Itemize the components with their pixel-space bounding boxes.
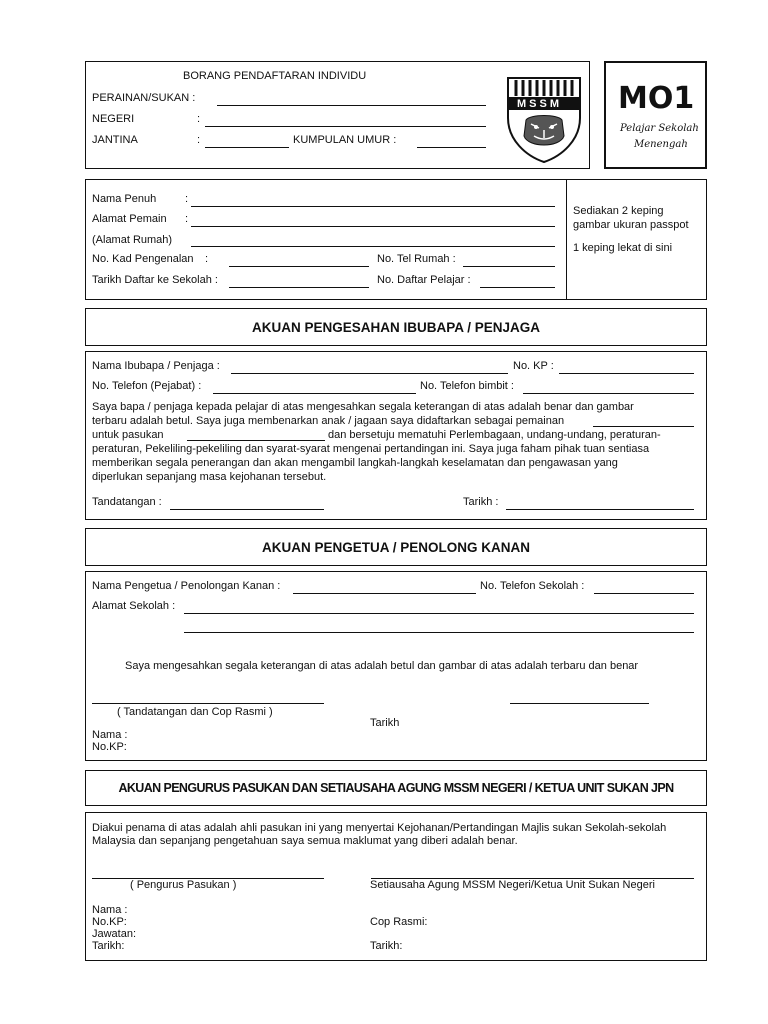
no-tel-pejabat-label: No. Telefon (Pejabat) : (92, 380, 202, 392)
photo-area (566, 180, 707, 299)
alamat-sekolah-field[interactable] (184, 613, 694, 614)
principal-heading: AKUAN PENGETUA / PENOLONG KANAN (261, 540, 530, 555)
kumpulan-umur-label: KUMPULAN UMUR : (293, 134, 397, 146)
jantina-field[interactable] (205, 147, 289, 148)
consent-line-2: terbaru adalah betul. Saya juga membenarkan anak / jagaan saya didaftarkan sebagai pemainan (92, 415, 565, 427)
principal-signature-field[interactable] (92, 703, 324, 704)
jantina-colon: : (197, 134, 201, 146)
pengurus-pasukan-label: ( Pengurus Pasukan ) (130, 879, 237, 891)
mssm-logo (504, 74, 584, 164)
manager-no-kp-label: No.KP: (92, 916, 127, 928)
alamat-sekolah-label: Alamat Sekolah : (92, 600, 176, 612)
parent-heading: AKUAN PENGESAHAN IBUBAPA / PENJAGA (251, 320, 541, 335)
no-daftar-pelajar-label: No. Daftar Pelajar : (377, 274, 471, 286)
nama-ibubapa-label: Nama Ibubapa / Penjaga : (92, 360, 220, 372)
consent-line-3a: untuk pasukan (92, 429, 164, 441)
category-line1: Pelajar Sekolah (620, 123, 699, 134)
manager-cop-rasmi-label: Cop Rasmi: (370, 916, 428, 928)
form-title: BORANG PENDAFTARAN INDIVIDU (183, 70, 367, 82)
photo-instruction-3: 1 keping lekat di sini (573, 242, 673, 254)
no-tel-sekolah-field[interactable] (594, 593, 694, 594)
consent-line-4: peraturan, Pekeliling-pekeliling dan syarat-syarat mengenai pertandingan ini. Saya juga faham pihak tuan sentiasa (92, 443, 650, 455)
nama-pengetua-label: Nama Pengetua / Penolongan Kanan : (92, 580, 281, 592)
tarikh-daftar-label: Tarikh Daftar ke Sekolah : (92, 274, 218, 286)
principal-no-kp-label: No.KP: (92, 741, 127, 753)
negeri-label: NEGERI (92, 113, 135, 125)
alamat-pemain-label: Alamat Pemain (92, 213, 167, 225)
alamat-rumah-field[interactable] (191, 246, 555, 247)
consent-line-3b: dan bersetuju mematuhi Perlembagaan, undang-undang, peraturan- (328, 429, 661, 441)
consent-line-6: diperlukan sepanjang masa kejohanan tersebut. (92, 471, 327, 483)
parent-tandatangan-label: Tandatangan : (92, 496, 162, 508)
mssm-logo-text: MSSM (517, 98, 562, 110)
tandatangan-cop-label: ( Tandatangan dan Cop Rasmi ) (117, 706, 273, 718)
parent-box (85, 351, 707, 520)
negeri-field[interactable] (205, 126, 486, 127)
form-code-box (604, 61, 707, 169)
no-tel-pejabat-field[interactable] (213, 393, 416, 394)
consent-line-1: Saya bapa / penjaga kepada pelajar di atas mengesahkan segala keterangan di atas adalah benar dan gambar (92, 401, 634, 413)
principal-tarikh-field[interactable] (510, 703, 649, 704)
kumpulan-umur-field[interactable] (417, 147, 486, 148)
alamat-pemain-colon: : (185, 213, 189, 225)
parent-signature-field[interactable] (170, 509, 324, 510)
parent-tarikh-label: Tarikh : (463, 496, 499, 508)
nama-penuh-field[interactable] (191, 206, 555, 207)
parent-tarikh-field[interactable] (506, 509, 694, 510)
no-tel-rumah-field[interactable] (463, 266, 555, 267)
setiausaha-label: Setiausaha Agung MSSM Negeri/Ketua Unit Sukan Negeri (370, 879, 655, 891)
category-line2: Menengah (634, 139, 688, 150)
pasukan-field[interactable] (187, 440, 325, 441)
negeri-colon: : (197, 113, 201, 125)
alamat-rumah-label: (Alamat Rumah) (92, 234, 173, 246)
nama-ibubapa-field[interactable] (231, 373, 508, 374)
parent-no-kp-field[interactable] (559, 373, 694, 374)
perainan-field[interactable] (217, 105, 486, 106)
no-daftar-pelajar-field[interactable] (480, 287, 555, 288)
manager-nama-label: Nama : (92, 904, 128, 916)
principal-box (85, 571, 707, 761)
manager-para-line-2: Malaysia dan sepanjang pengetahuan saya semua maklumat yang diberi adalah benar. (92, 835, 518, 847)
manager-heading-box (85, 770, 707, 806)
no-tel-bimbit-field[interactable] (523, 393, 694, 394)
principal-statement: Saya mengesahkan segala keterangan di atas adalah betul dan gambar di atas adalah terbaru dan benar (125, 660, 639, 672)
no-tel-rumah-label: No. Tel Rumah : (377, 253, 456, 265)
form-code: MO1 (618, 81, 695, 116)
student-box (85, 179, 707, 300)
jantina-label: JANTINA (92, 134, 138, 146)
principal-nama-label: Nama : (92, 729, 128, 741)
no-kad-pengenalan-field[interactable] (229, 266, 369, 267)
alamat-sekolah-field-2[interactable] (184, 632, 694, 633)
nama-penuh-label: Nama Penuh (92, 193, 157, 205)
consent-line-5: memberikan segala penerangan dan akan mengambil langkah-langkah keselamatan dan pengawasan yang (92, 457, 618, 469)
pemainan-field[interactable] (593, 426, 694, 427)
nama-penuh-colon: : (185, 193, 189, 205)
principal-tarikh-label: Tarikh (370, 717, 400, 729)
no-kad-pengenalan-colon: : (205, 253, 209, 265)
manager-jawatan-label: Jawatan: (92, 928, 137, 940)
no-kad-pengenalan-label: No. Kad Pengenalan (92, 253, 194, 265)
manager-box (85, 812, 707, 961)
principal-heading-box (85, 528, 707, 566)
header-box (85, 61, 590, 169)
no-tel-bimbit-label: No. Telefon bimbit : (420, 380, 514, 392)
photo-instruction-2: gambar ukuran passpot (573, 219, 689, 231)
perainan-label: PERAINAN/SUKAN : (92, 92, 196, 104)
tarikh-daftar-field[interactable] (229, 287, 369, 288)
parent-no-kp-label: No. KP : (513, 360, 554, 372)
parent-heading-box (85, 308, 707, 346)
photo-instruction-1: Sediakan 2 keping (573, 205, 664, 217)
manager-para-line-1: Diakui penama di atas adalah ahli pasukan ini yang menyertai Kejohanan/Pertandingan Majlis sukan Sekolah-sekolah (92, 822, 667, 834)
manager-tarikh-left-label: Tarikh: (92, 940, 125, 952)
no-tel-sekolah-label: No. Telefon Sekolah : (480, 580, 585, 592)
manager-tarikh-right-label: Tarikh: (370, 940, 403, 952)
manager-heading: AKUAN PENGURUS PASUKAN DAN SETIAUSAHA AGUNG MSSM NEGERI / KETUA UNIT SUKAN JPN (118, 781, 674, 795)
nama-pengetua-field[interactable] (293, 593, 476, 594)
alamat-pemain-field[interactable] (191, 226, 555, 227)
